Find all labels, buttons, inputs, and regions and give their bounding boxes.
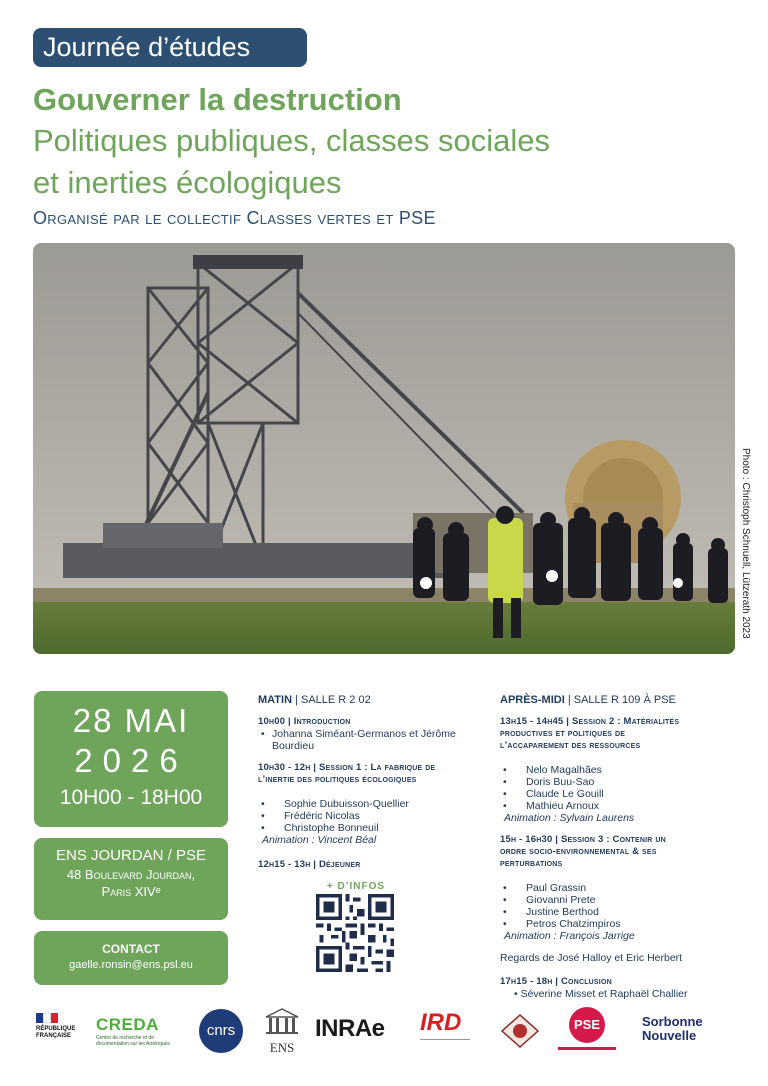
venue-address-line-2: Paris XIVᵉ bbox=[101, 884, 161, 899]
subtitle bbox=[33, 120, 733, 204]
event-date: 28 MAI bbox=[72, 702, 190, 739]
conclusion-speakers-text: Séverine Misset et Raphaël Challier bbox=[520, 988, 688, 1000]
creda-sub-1: Centre de recherche et de bbox=[96, 1035, 155, 1041]
morning-room: | SALLE R 2 02 bbox=[295, 694, 371, 706]
cnrs-logo: cnrs bbox=[199, 1009, 243, 1053]
session2-title-line-3: l’accaparement des ressources bbox=[500, 740, 641, 751]
session3-speakers bbox=[500, 882, 745, 930]
pse-text: PSE bbox=[569, 1007, 605, 1043]
ird-text: IRD bbox=[420, 1009, 462, 1036]
list-item: • Nelo Magalhães bbox=[500, 764, 745, 776]
organizer-line: Organisé par le collectif Classes vertes et PSE bbox=[33, 208, 436, 228]
subtitle-line-1: Politiques publiques, classes sociales bbox=[33, 123, 550, 158]
republique-francaise-logo bbox=[36, 1013, 78, 1040]
afternoon-heading bbox=[500, 694, 745, 706]
conclusion-title: 17h15 - 18h | Conclusion bbox=[500, 976, 612, 987]
inrae-logo: INRAe bbox=[315, 1015, 385, 1042]
event-type-tag: Journée d’études bbox=[33, 28, 307, 67]
lunch: 12h15 - 13h | Déjeuner bbox=[258, 859, 361, 870]
conclusion-speakers: • Séverine Misset et Raphaël Challier bbox=[514, 988, 688, 1000]
pse-logo bbox=[558, 1007, 616, 1050]
partner-logos bbox=[0, 1005, 768, 1065]
more-info-label: + D’INFOS bbox=[326, 881, 386, 892]
session3-title-line-1: 15h - 16h30 | Session 3 : Contenir un bbox=[500, 834, 666, 845]
event-photo bbox=[33, 243, 735, 654]
afternoon-schedule bbox=[500, 694, 745, 1000]
sorbonne-line-1: Sorbonne bbox=[642, 1014, 703, 1029]
list-item: • Doris Buu-Sao bbox=[500, 776, 745, 788]
venue-box bbox=[34, 838, 228, 920]
rf-line-1: RÉPUBLIQUE bbox=[36, 1026, 76, 1032]
session2-title-line-1: 13h15 - 14h45 | Session 2 : Matérialités bbox=[500, 716, 680, 727]
subtitle-line-2: et inerties écologiques bbox=[33, 165, 342, 200]
ens-building-icon bbox=[264, 1007, 300, 1035]
list-item: • Mathieu Arnoux bbox=[500, 800, 745, 812]
rf-line-2: FRANÇAISE bbox=[36, 1033, 72, 1039]
sorbonne-line-2: Nouvelle bbox=[642, 1028, 697, 1043]
photo-credit-text: Photo : Christoph Schnuell, Lützerath 2023 bbox=[740, 448, 751, 639]
session1-title-line-2: l’inertie des politiques écologiques bbox=[258, 774, 417, 785]
session1-speakers bbox=[258, 798, 493, 834]
list-item: • Justine Berthod bbox=[500, 906, 745, 918]
sorbonne-nouvelle-logo bbox=[642, 1015, 732, 1043]
morning-heading bbox=[258, 694, 493, 706]
afternoon-label: APRÈS-MIDI bbox=[500, 694, 565, 706]
list-item: • Giovanni Prete bbox=[500, 894, 745, 906]
ens-logo bbox=[262, 1007, 302, 1056]
morning-schedule bbox=[258, 694, 493, 871]
creda-sub-2: documentation sur les Amériques bbox=[96, 1041, 170, 1047]
intro-title: 10h00 | Introduction bbox=[258, 716, 351, 727]
event-hours: 10H00 - 18H00 bbox=[59, 786, 203, 809]
session1-title-line-1: 10h30 - 12h | Session 1 : La fabrique de bbox=[258, 762, 436, 773]
list-item: • Sophie Dubuisson-Quellier bbox=[258, 798, 493, 810]
list-item: • Frédéric Nicolas bbox=[258, 810, 493, 822]
list-item bbox=[258, 740, 493, 752]
qr-code[interactable] bbox=[316, 894, 394, 972]
list-item: • Petros Chatzimpiros bbox=[500, 918, 745, 930]
morning-label: MATIN bbox=[258, 694, 293, 706]
speaker-continuation: Bourdieu bbox=[272, 740, 315, 752]
creda-text: CREDA bbox=[96, 1015, 159, 1034]
photo-credit bbox=[740, 448, 752, 658]
session2-animation: Animation : Sylvain Laurens bbox=[504, 812, 635, 824]
intro-speakers bbox=[258, 728, 493, 752]
contact-box bbox=[34, 931, 228, 985]
event-year: 2026 bbox=[74, 742, 188, 779]
list-item: • Paul Grassin bbox=[500, 882, 745, 894]
list-item: • Christophe Bonneuil bbox=[258, 822, 493, 834]
main-title: Gouverner la destruction bbox=[33, 82, 402, 117]
session2-title-line-2: productives et politiques de bbox=[500, 728, 626, 739]
session1-animation: Animation : Vincent Béal bbox=[262, 834, 377, 846]
venue-address-line-1: 48 Boulevard Jourdan, bbox=[66, 867, 196, 882]
list-item: • Claude Le Gouill bbox=[500, 788, 745, 800]
emblem-icon bbox=[500, 1013, 540, 1049]
date-box bbox=[34, 691, 228, 827]
session3-animation: Animation : François Jarrige bbox=[504, 930, 635, 942]
list-item: • Johanna Siméant-Germanos et Jérôme bbox=[258, 728, 493, 740]
session2-speakers bbox=[500, 764, 745, 812]
contact-title: CONTACT bbox=[102, 942, 160, 956]
session3-title-line-3: perturbations bbox=[500, 858, 563, 869]
afternoon-room: | SALLE R 109 À PSE bbox=[567, 694, 676, 706]
creda-logo bbox=[96, 1015, 186, 1047]
session3-title-line-2: ordre socio-environnemental & ses bbox=[500, 846, 657, 857]
venue-name: ENS JOURDAN / PSE bbox=[55, 847, 207, 864]
contact-email[interactable]: gaelle.ronsin@ens.psl.eu bbox=[69, 959, 193, 971]
emblem-logo bbox=[500, 1013, 540, 1049]
ens-text: ENS bbox=[269, 1040, 295, 1055]
regards-line: Regards de José Halloy et Eric Herbert bbox=[500, 952, 683, 964]
ird-logo bbox=[420, 1009, 475, 1047]
